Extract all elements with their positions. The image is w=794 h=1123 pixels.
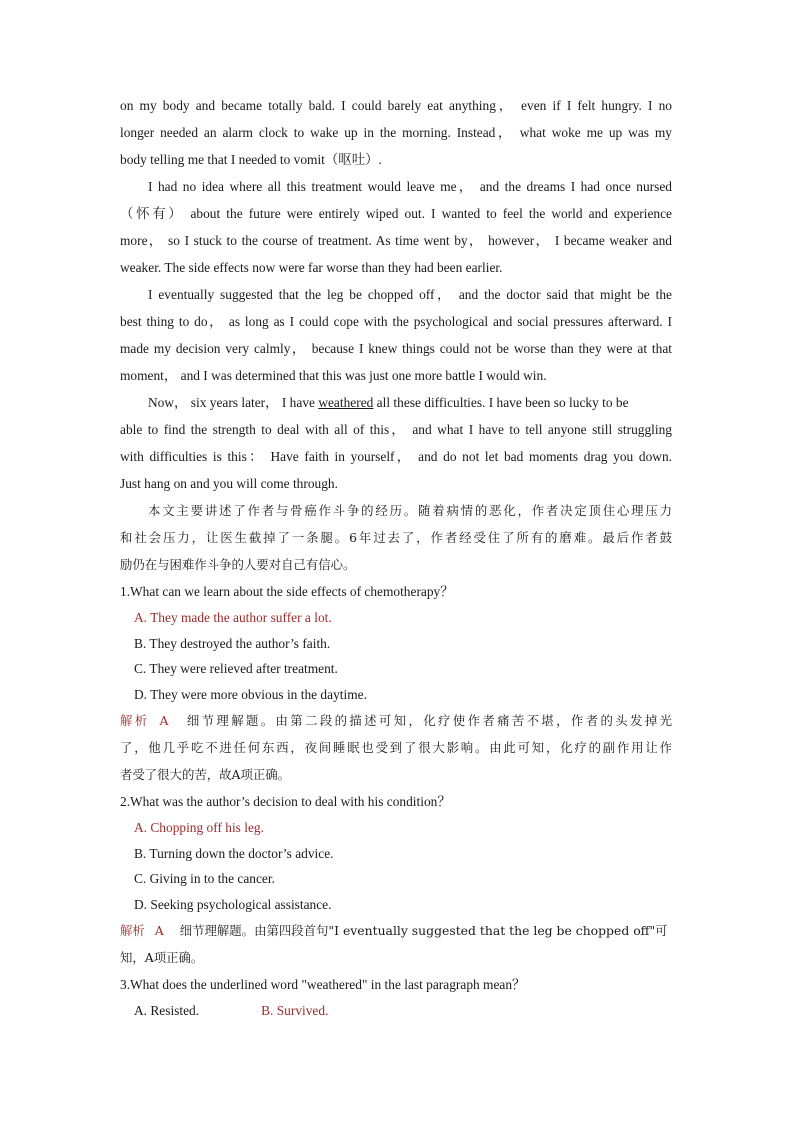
text-line: I eventually suggested that the leg be chopped off， and the doctor said that might be the — [148, 287, 672, 302]
text-line — [120, 389, 672, 416]
text-line: with difficulties is this： Have faith in yourself， and do not let bad moments drag you down. — [120, 449, 672, 464]
explanation-tag: 解析 — [120, 713, 150, 728]
text-line: made my decision very calmly， because I knew things could not be worse than they were at that — [120, 341, 672, 356]
explanation-line: 知，A项正确。 — [120, 950, 204, 965]
text-line: I had no idea where all this treatment would leave me， and the dreams I had once nursed — [148, 179, 672, 194]
text-line: body telling me that I needed to vomit（呕吐）. — [120, 152, 382, 167]
explanation-line: 了，他几乎吃不进任何东西，夜间睡眠也受到了很大影响。由此可知，化疗的副作用让作 — [120, 740, 672, 755]
option-a: A. Resisted. — [134, 1003, 200, 1018]
question-2 — [120, 788, 672, 971]
text-line: more， so I stuck to the course of treatment. As time went by， however， I became weaker and — [120, 233, 672, 248]
question-3 — [120, 971, 672, 1024]
question-stem: 1.What can we learn about the side effects of chemotherapy？ — [120, 584, 454, 599]
summary-line: 本文主要讲述了作者与骨癌作斗争的经历。随着病情的恶化，作者决定顶住心理压力 — [148, 503, 672, 518]
explanation-text: 细节理解题。由第四段首句"I eventually suggested that the leg be chopped off"可 — [179, 923, 668, 938]
answer-letter: A — [159, 713, 169, 728]
text-line: weaker. The side effects now were far worse than they had been earlier. — [120, 260, 503, 275]
text-line: longer needed an alarm clock to wake up in the morning. Instead， what woke me up was my — [120, 125, 672, 140]
question-1 — [120, 578, 672, 788]
option-b: B. They destroyed the author’s faith. — [134, 635, 331, 651]
answer-letter: A — [154, 923, 164, 938]
option-b: B. Turning down the doctor’s advice. — [134, 845, 334, 861]
option-d: D. Seeking psychological assistance. — [134, 896, 332, 912]
document-page — [120, 92, 672, 1024]
option-d: D. They were more obvious in the daytime. — [134, 686, 367, 702]
passage-paragraph-3 — [120, 281, 672, 389]
option-a: A. They made the author suffer a lot. — [134, 610, 332, 625]
summary-line: 励仍在与困难作斗争的人要对自己有信心。 — [120, 557, 356, 572]
passage-paragraph-4 — [120, 389, 672, 497]
text-line: on my body and became totally bald. I could barely eat anything， even if I felt hungry. I no — [120, 98, 672, 113]
option-c: C. They were relieved after treatment. — [134, 661, 338, 676]
passage-paragraph-2 — [120, 173, 672, 281]
text-segment: Now， six years later， I have — [148, 395, 319, 410]
text-line: best thing to do， as long as I could cope with the psychological and social pressures afterward. I — [120, 314, 672, 329]
text-line: moment， and I was determined that this was just one more battle I would win. — [120, 368, 547, 383]
explanation-line: 者受了很大的苦，故A项正确。 — [120, 767, 291, 782]
question-stem: 2.What was the author’s decision to deal with his condition？ — [120, 794, 451, 809]
explanation-text: 细节理解题。由第二段的描述可知，化疗使作者痛苦不堪，作者的头发掉光 — [184, 713, 673, 728]
passage-paragraph-1 — [120, 92, 672, 173]
text-line: Just hang on and you will come through. — [120, 476, 338, 491]
question-stem: 3.What does the underlined word "weathered" in the last paragraph mean？ — [120, 977, 526, 992]
option-a: A. Chopping off his leg. — [134, 820, 264, 835]
passage-summary — [120, 497, 672, 578]
text-segment: all these difficulties. I have been so lucky to be — [373, 395, 629, 410]
text-line: able to find the strength to deal with all of this， and what I have to tell anyone still struggling — [120, 422, 672, 437]
summary-line: 和社会压力，让医生截掉了一条腿。6年过去了，作者经受住了所有的磨难。最后作者鼓 — [120, 530, 672, 545]
option-b: B. Survived. — [261, 1003, 329, 1018]
explanation-line — [120, 707, 672, 734]
text-line: （怀有） about the future were entirely wiped out. I wanted to feel the world and experience — [120, 206, 672, 221]
option-row — [120, 998, 672, 1024]
option-c: C. Giving in to the cancer. — [134, 871, 275, 886]
underlined-word: weathered — [318, 395, 374, 410]
explanation-tag: 解析 — [120, 923, 145, 938]
explanation-line — [120, 917, 672, 944]
